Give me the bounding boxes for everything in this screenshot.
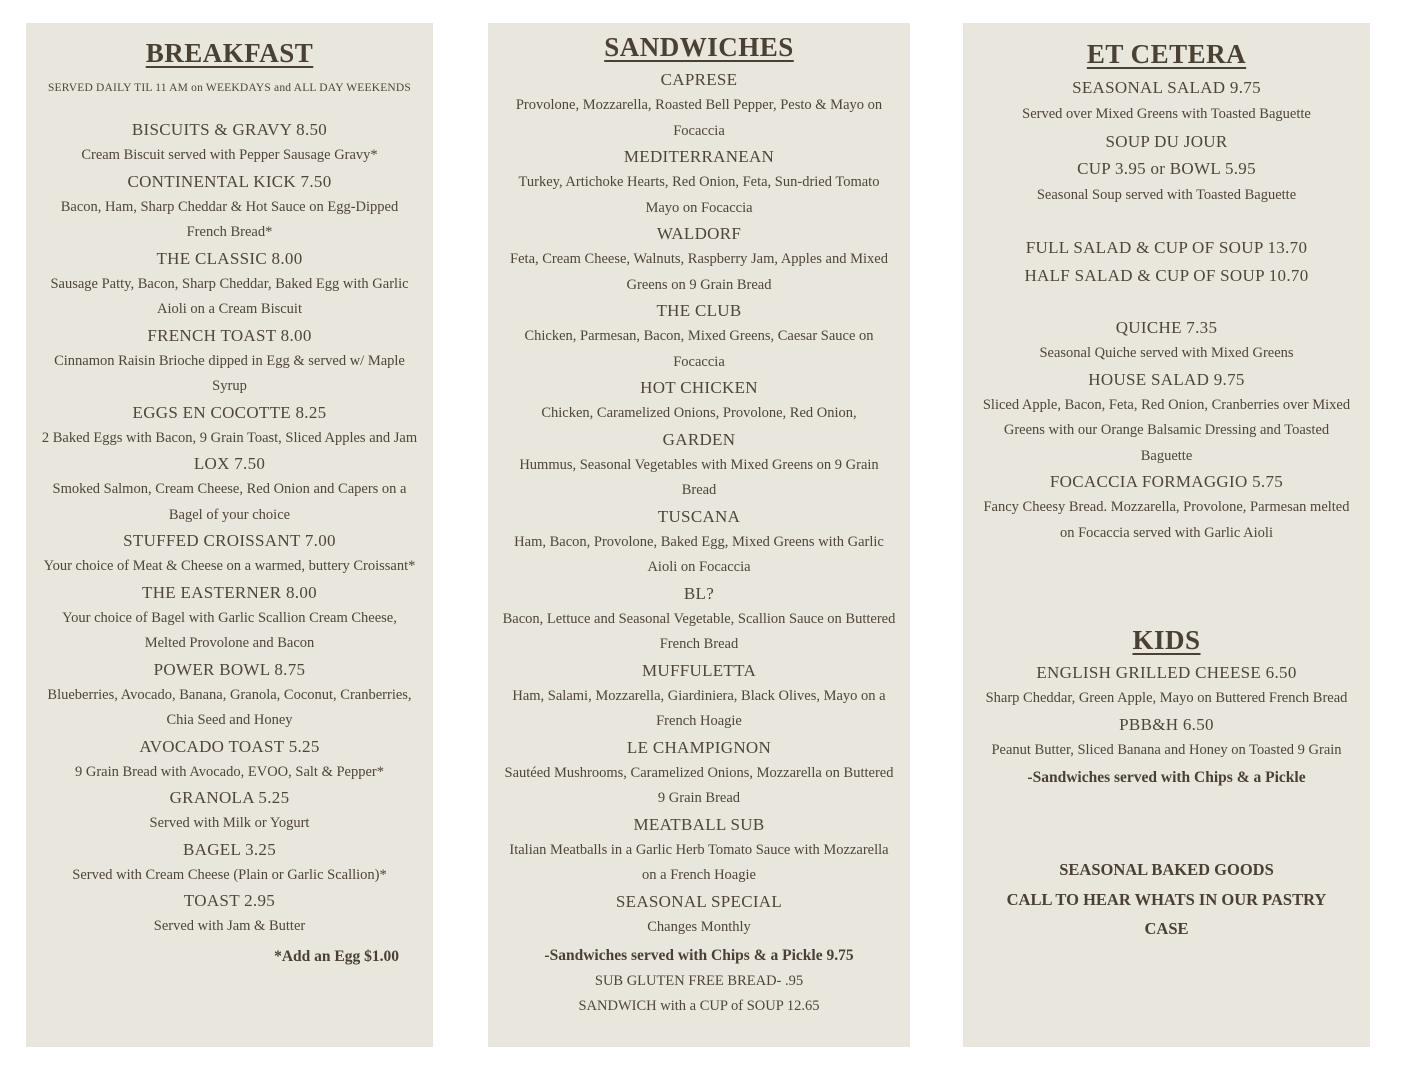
soup-price: CUP 3.95 or BOWL 5.95 <box>1077 159 1256 178</box>
sandwiches-panel <box>488 23 910 1047</box>
menu-item <box>488 221 910 298</box>
item-name: SEASONAL SPECIAL <box>615 891 783 911</box>
menu-item <box>488 375 910 427</box>
item-description: Served with Jam & Butter <box>153 918 306 934</box>
item-description: Seasonal Soup served with Toasted Baguette <box>1036 186 1297 203</box>
item-description: Served with Milk or Yogurt <box>149 815 310 831</box>
item-description: Italian Meatballs in a Garlic Herb Tomato Sauce with Mozzarella on a French Hoagie <box>509 841 889 883</box>
item-description: Sharp Cheddar, Green Apple, Mayo on Buttered French Bread <box>985 690 1348 706</box>
item-description: Bacon, Ham, Sharp Cheddar & Hot Sauce on Egg-Dipped French Bread* <box>60 198 399 240</box>
item-name: PBB&H 6.50 <box>1119 714 1214 734</box>
spacer <box>963 208 1370 234</box>
item-name: ENGLISH GRILLED CHEESE 6.50 <box>1036 663 1297 682</box>
menu-item <box>26 580 433 657</box>
item-description: Served with Cream Cheese (Plain or Garlic Scallion)* <box>72 866 387 883</box>
item-description: Cream Biscuit served with Pepper Sausage Gravy* <box>81 147 378 163</box>
item-name: THE CLUB <box>656 301 742 320</box>
menu-item <box>488 67 910 144</box>
item-description: Hummus, Seasonal Vegetables with Mixed Greens on 9 Grain Bread <box>519 456 879 498</box>
menu-item <box>963 469 1370 546</box>
soup-combo-note: SANDWICH with a CUP of SOUP 12.65 <box>578 998 820 1014</box>
item-description: Blueberries, Avocado, Banana, Granola, Coconut, Cranberries, Chia Seed and Honey <box>47 686 412 728</box>
item-description: Provolone, Mozzarella, Roasted Bell Pepper, Pesto & Mayo on Focaccia <box>515 97 883 139</box>
item-description: 9 Grain Bread with Avocado, EVOO, Salt & Pepper* <box>74 763 384 780</box>
item-description: Smoked Salmon, Cream Cheese, Red Onion and Capers on a Bagel of your choice <box>52 481 407 523</box>
menu-item <box>26 323 433 400</box>
item-name: WALDORF <box>656 224 742 243</box>
item-name: BISCUITS & GRAVY 8.50 <box>131 120 328 139</box>
item-description: Sliced Apple, Bacon, Feta, Red Onion, Cranberries over Mixed Greens with our Orange Balsamic Dressing and Toasted Baguette <box>982 396 1351 464</box>
item-name: FOCACCIA FORMAGGIO 5.75 <box>1049 472 1284 491</box>
menu-item <box>963 660 1370 712</box>
chips-pickle-note: -Sandwiches served with Chips & a Pickle 9.75 <box>544 947 854 964</box>
menu-item <box>26 657 433 734</box>
item-description: Feta, Cream Cheese, Walnuts, Raspberry Jam, Apples and Mixed Greens on 9 Grain Bread <box>510 251 888 293</box>
menu-item <box>488 889 910 941</box>
menu-item <box>26 169 433 246</box>
item-description: Chicken, Parmesan, Bacon, Mixed Greens, Caesar Sauce on Focaccia <box>524 328 874 370</box>
sandwiches-title: SANDWICHES <box>604 32 794 62</box>
menu-item <box>26 837 433 889</box>
gluten-free-note: SUB GLUTEN FREE BREAD- .95 <box>594 973 804 989</box>
item-name: CONTINENTAL KICK 7.50 <box>127 171 332 191</box>
item-description: Bacon, Lettuce and Seasonal Vegetable, Scallion Sauce on Buttered French Bread <box>502 610 896 652</box>
item-description: Fancy Cheesy Bread. Mozzarella, Provolone, Parmesan melted on Focaccia served with Garlic Aioli <box>983 499 1350 541</box>
menu-item <box>488 144 910 221</box>
spacer <box>963 546 1370 624</box>
menu-item <box>963 74 1370 128</box>
item-name: SOUP DU JOUR <box>1105 131 1228 151</box>
soup-item <box>963 128 1370 209</box>
baked-goods-heading: SEASONAL BAKED GOODS <box>1059 860 1274 879</box>
menu-item <box>488 427 910 504</box>
item-description: Turkey, Artichoke Hearts, Red Onion, Feta, Sun-dried Tomato Mayo on Focaccia <box>518 174 880 216</box>
menu-item <box>488 581 910 658</box>
breakfast-title: BREAKFAST <box>145 38 314 68</box>
item-name: HOT CHICKEN <box>640 378 758 397</box>
item-name: LE CHAMPIGNON <box>626 737 772 757</box>
item-name: MEATBALL SUB <box>633 814 765 834</box>
breakfast-panel <box>26 23 433 1047</box>
menu-item <box>963 712 1370 764</box>
item-name: CAPRESE <box>660 70 738 89</box>
combo-list <box>963 234 1370 289</box>
spacer <box>963 791 1370 855</box>
combo-half: HALF SALAD & CUP OF SOUP 10.70 <box>1024 265 1309 285</box>
item-name: THE EASTERNER 8.00 <box>142 582 317 602</box>
item-name: FRENCH TOAST 8.00 <box>147 325 312 345</box>
item-name: BAGEL 3.25 <box>182 839 277 859</box>
item-description: Chicken, Caramelized Onions, Provolone, Red Onion, <box>541 405 857 421</box>
item-description: Ham, Salami, Mozzarella, Giardiniera, Black Olives, Mayo on a French Hoagie <box>512 687 886 729</box>
menu-item <box>488 504 910 581</box>
item-name: MEDITERRANEAN <box>623 147 775 166</box>
item-name: THE CLASSIC 8.00 <box>156 248 303 268</box>
breakfast-subtitle: SERVED DAILY TIL 11 AM on WEEKDAYS and ALL DAY WEEKENDS <box>47 82 412 94</box>
item-name: BL? <box>683 583 715 603</box>
menu-item <box>26 888 433 940</box>
item-name: TUSCANA <box>657 506 741 526</box>
menu-item <box>26 117 433 169</box>
menu-item <box>488 298 910 375</box>
menu-item <box>26 451 433 528</box>
kids-title: KIDS <box>1132 625 1201 655</box>
menu-item <box>963 315 1370 367</box>
item-description: Sausage Patty, Bacon, Sharp Cheddar, Baked Egg with Garlic Aioli on a Cream Biscuit <box>50 275 409 317</box>
item-description: Served over Mixed Greens with Toasted Baguette <box>1022 106 1311 122</box>
item-description: Cinnamon Raisin Brioche dipped in Egg & served w/ Maple Syrup <box>54 352 405 394</box>
menu-item <box>26 734 433 786</box>
item-name: POWER BOWL 8.75 <box>153 659 306 679</box>
item-name: SEASONAL SALAD 9.75 <box>1072 78 1261 97</box>
item-name: QUICHE 7.35 <box>1115 318 1218 337</box>
menu-item <box>26 528 433 580</box>
combo-full: FULL SALAD & CUP OF SOUP 13.70 <box>1025 238 1308 257</box>
item-description: Your choice of Bagel with Garlic Scallion Cream Cheese, Melted Provolone and Bacon <box>62 609 397 651</box>
item-description: Ham, Bacon, Provolone, Baked Egg, Mixed Greens with Garlic Aioli on Focaccia <box>514 533 884 575</box>
item-name: LOX 7.50 <box>193 454 266 473</box>
item-name: GRANOLA 5.25 <box>169 788 290 807</box>
item-description: Peanut Butter, Sliced Banana and Honey on Toasted 9 Grain <box>991 741 1342 758</box>
menu-item <box>26 785 433 837</box>
add-egg-note: *Add an Egg $1.00 <box>274 947 399 965</box>
item-description: Changes Monthly <box>647 918 751 935</box>
item-description: Sautéed Mushrooms, Caramelized Onions, Mozzarella on Buttered 9 Grain Bread <box>504 764 894 806</box>
et-cetera-panel <box>963 23 1370 1047</box>
item-name: HOUSE SALAD 9.75 <box>1088 369 1245 389</box>
menu-item <box>488 812 910 889</box>
menu-item <box>26 400 433 452</box>
item-description: Your choice of Meat & Cheese on a warmed, buttery Croissant* <box>43 558 416 574</box>
menu-item <box>26 246 433 323</box>
item-name: AVOCADO TOAST 5.25 <box>139 736 320 756</box>
item-name: GARDEN <box>662 429 736 449</box>
kids-chips-pickle-note: -Sandwiches served with Chips & a Pickle <box>1027 769 1306 786</box>
menu-item <box>488 735 910 812</box>
item-name: STUFFED CROISSANT 7.00 <box>123 531 336 550</box>
pastry-case-note: CALL TO HEAR WHATS IN OUR PASTRY CASE <box>1006 889 1327 938</box>
item-description: Seasonal Quiche served with Mixed Greens <box>1039 345 1294 361</box>
menu-item <box>488 658 910 735</box>
item-name: TOAST 2.95 <box>183 891 276 910</box>
spacer <box>963 289 1370 315</box>
et-cetera-title: ET CETERA <box>1086 39 1247 69</box>
item-name: EGGS EN COCOTTE 8.25 <box>132 402 327 422</box>
menu-item <box>963 367 1370 470</box>
item-name: MUFFULETTA <box>641 660 757 680</box>
item-description: 2 Baked Eggs with Bacon, 9 Grain Toast, Sliced Apples and Jam <box>41 429 418 446</box>
